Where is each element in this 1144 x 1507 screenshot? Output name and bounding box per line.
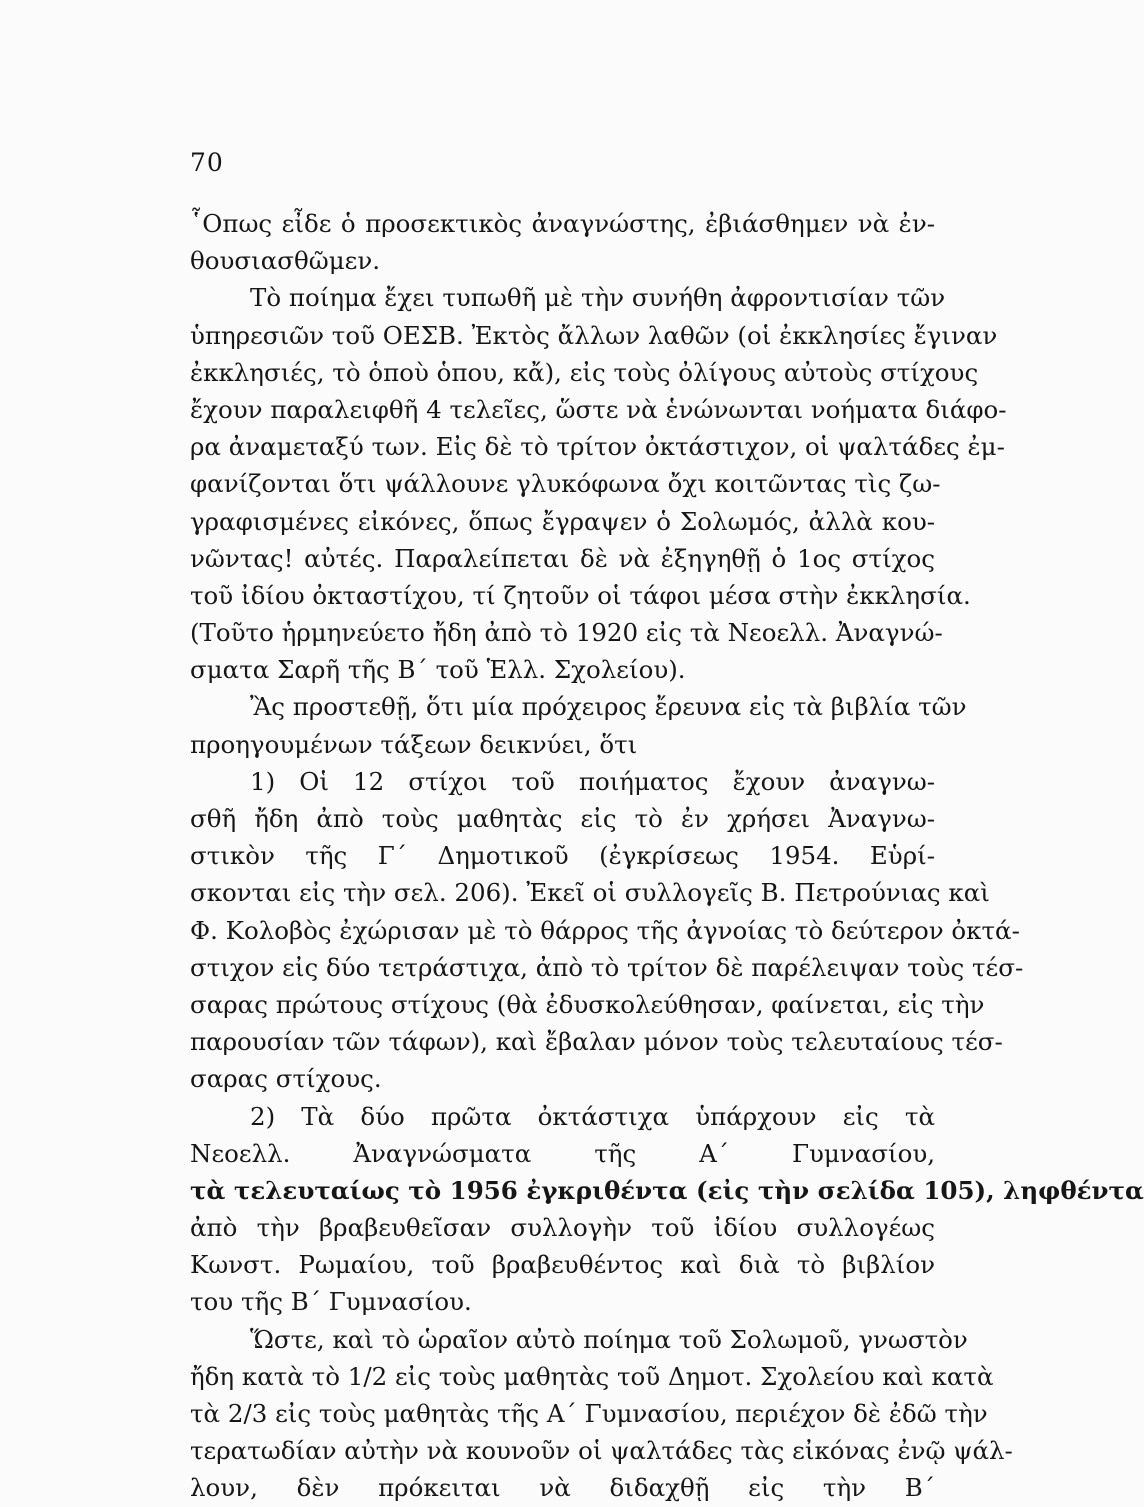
text-line: Ὥστε, καὶ τὸ ὡραῖον αὐτὸ ποίημα τοῦ Σολωμοῦ, γνωστὸν [250, 1324, 968, 1354]
text-line: Κωνστ. Ρωμαίου, τοῦ βραβευθέντος καὶ διὰ τὸ βιβλίον [190, 1250, 935, 1280]
text-line: τὰ 2/3 εἰς τοὺς μαθητὰς τῆς Α΄ Γυμνασίου, περιέχον δὲ ἐδῶ τὴν [190, 1399, 988, 1428]
text-line: στικὸν τῆς Γ΄ Δημοτικοῦ (ἐγκρίσεως 1954. Εὑρί- [190, 841, 935, 871]
text-line: σκονται εἰς τὴν σελ. 206). Ἐκεῖ οἱ συλλογεῖς Β. Πετρούνιας καὶ [190, 878, 990, 908]
text-line: 1) Οἱ 12 στίχοι τοῦ ποιήματος ἔχουν ἀναγνω- [250, 766, 935, 796]
text-line: τερατωδίαν αὐτὴν νὰ κουνοῦν οἱ ψαλτάδες τὰς εἰκόνας ἐνῷ ψάλ- [190, 1436, 1013, 1466]
text-line: θουσιασθῶμεν. [190, 246, 381, 276]
text-line: ἀπὸ τὴν βραβευθεῖσαν συλλογὴν τοῦ ἰδίου συλλογέως [190, 1213, 935, 1243]
page-number: 70 [190, 148, 224, 177]
text-line: στιχον εἰς δύο τετράστιχα, ἀπὸ τὸ τρίτον δὲ παρέλειψαν τοὺς τέσ- [190, 952, 1024, 982]
body-text [190, 205, 1144, 1507]
text-line: προηγουμένων τάξεων δεικνύει, ὅτι [190, 729, 638, 759]
text-line: γραφισμένες εἰκόνες, ὅπως ἔγραψεν ὁ Σολωμός, ἀλλὰ κου- [190, 506, 935, 536]
text-line: ἤδη κατὰ τὸ 1/2 εἰς τοὺς μαθητὰς τοῦ Δημοτ. Σχολείου καὶ κατὰ [190, 1361, 994, 1391]
text-line: λουν, δὲν πρόκειται νὰ διδαχθῇ εἰς τὴν Β΄ [190, 1473, 935, 1503]
text-line: φανίζονται ὅτι ψάλλουνε γλυκόφωνα ὄχι κοιτῶντας τὶς ζω- [190, 469, 941, 499]
text-line: τοῦ ἰδίου ὀκταστίχου, τί ζητοῦν οἱ τάφοι μέσα στὴν ἐκκλησία. [190, 580, 971, 610]
text-line: σαρας στίχους. [190, 1064, 382, 1094]
text-line: ἔχουν παραλειφθῆ 4 τελεῖες, ὥστε νὰ ἑνώνωνται νοήματα διάφο- [190, 394, 1007, 424]
text-line: Ἂς προστεθῇ, ὅτι μία πρόχειρος ἔρευνα εἰς τὰ βιβλία τῶν [250, 692, 967, 722]
text-line: σαρας πρώτους στίχους (θὰ ἐδυσκολεύθησαν, φαίνεται, εἰς τὴν [190, 989, 985, 1019]
text-line: τὰ τελευταίως τὸ 1956 ἐγκριθέντα (εἰς τὴν σελίδα 105), ληφθέντα [190, 1175, 1144, 1205]
text-line: του τῆς Β΄ Γυμνασίου. [190, 1287, 472, 1317]
text-line: Τὸ ποίημα ἔχει τυπωθῆ μὲ τὴν συνήθη ἀφροντισίαν τῶν [250, 283, 946, 313]
text-line: 2) Τὰ δύο πρῶτα ὀκτάστιχα ὑπάρχουν εἰς τὰ [250, 1101, 935, 1131]
text-line: Φ. Κολοβὸς ἐχώρισαν μὲ τὸ θάρρος τῆς ἀγνοίας τὸ δεύτερον ὀκτά- [190, 915, 1020, 945]
text-line: ρα ἀναμεταξύ των. Εἰς δὲ τὸ τρίτον ὀκτάστιχον, οἱ ψαλτάδες ἐμ- [190, 432, 1005, 462]
text-line: ῟Οπως εἶδε ὁ προσεκτικὸς ἀναγνώστης, ἐβιάσθημεν νὰ ἐν- [190, 209, 935, 238]
text-line: σθῆ ἤδη ἀπὸ τοὺς μαθητὰς εἰς τὸ ἐν χρήσει Ἀναγνω- [190, 804, 935, 833]
text-line: νῶντας! αὐτές. Παραλείπεται δὲ νὰ ἐξηγηθῇ ὁ 1ος στίχος [190, 543, 935, 573]
text-line: παρουσίαν τῶν τάφων), καὶ ἔβαλαν μόνον τοὺς τελευταίους τέσ- [190, 1027, 1003, 1057]
text-line: Νεοελλ. Ἀναγνώσματα τῆς Α΄ Γυμνασίου, [190, 1138, 935, 1168]
text-line: ἐκκλησιές, τὸ ὁποὺ ὁπου, κἄ), εἰς τοὺς ὀλίγους αὐτοὺς στίχους [190, 357, 979, 387]
text-line: (Τοῦτο ἡρμηνεύετο ἤδη ἀπὸ τὸ 1920 εἰς τὰ Νεοελλ. Ἀναγνώ- [190, 618, 943, 648]
text-line: σματα Σαρῆ τῆς Β΄ τοῦ Ἑλλ. Σχολείου). [190, 655, 686, 685]
text-line: ὑπηρεσιῶν τοῦ ΟΕΣΒ. Ἐκτὸς ἄλλων λαθῶν (οἱ ἐκκλησίες ἔγιναν [190, 320, 998, 350]
